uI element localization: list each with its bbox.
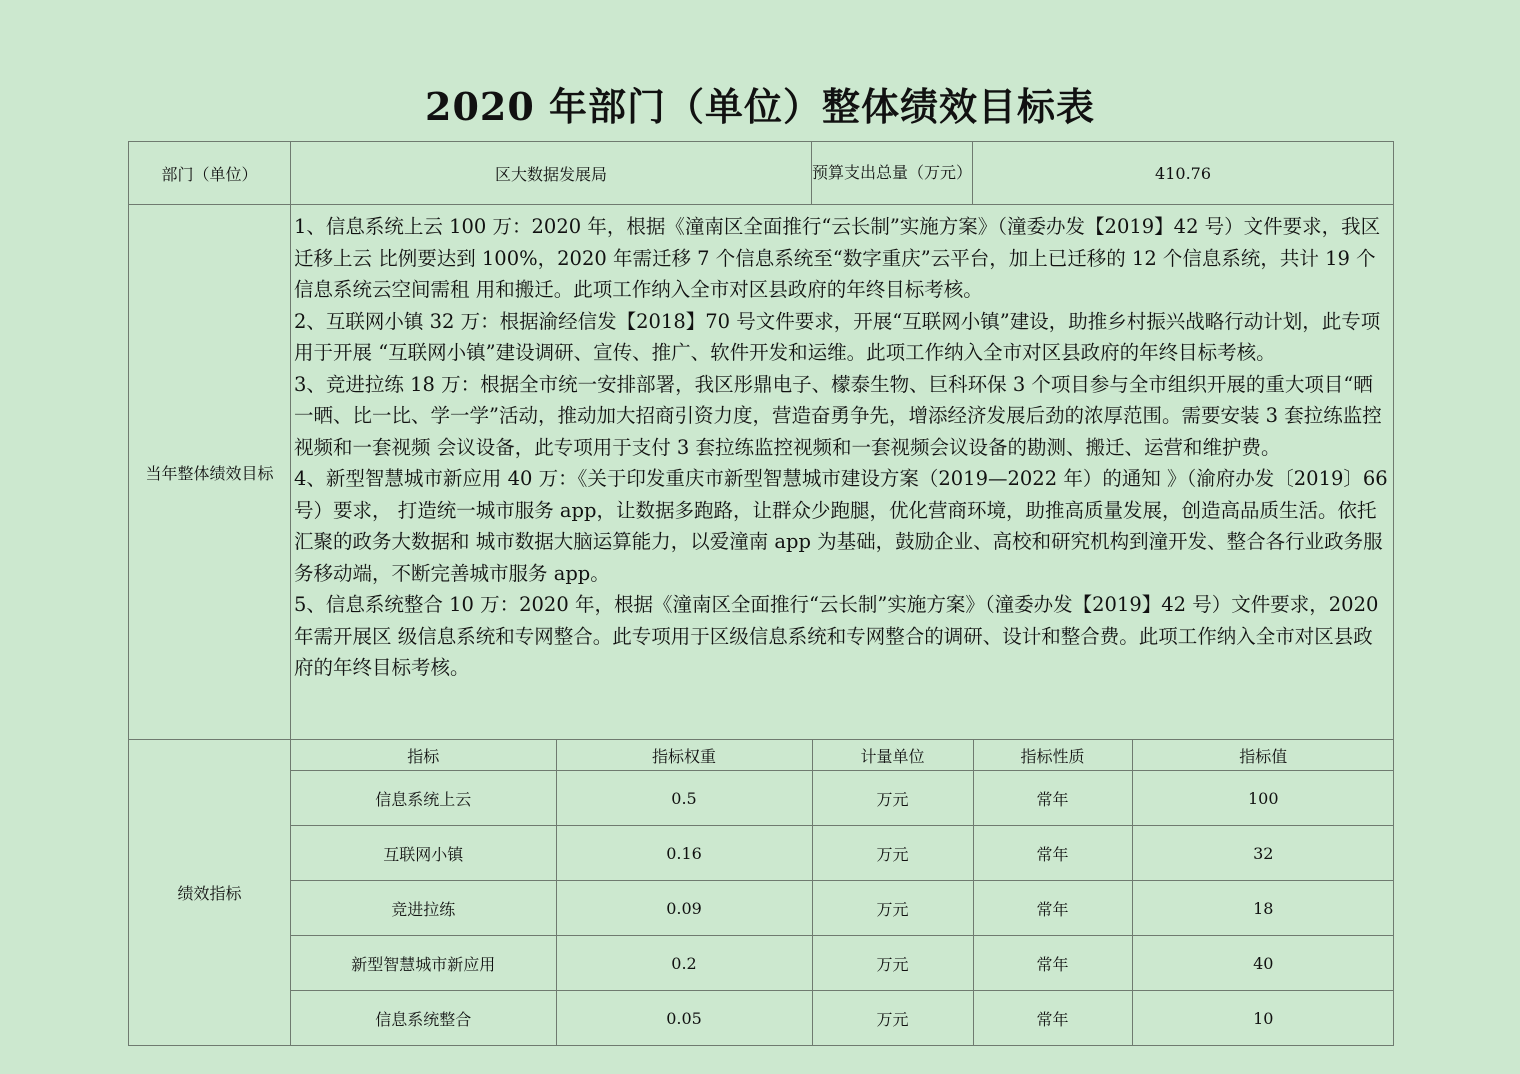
indicator-nature: 常年 (973, 881, 1132, 936)
goals-row (129, 205, 1394, 740)
header-row (129, 142, 1394, 205)
column-header: 指标权重 (556, 740, 812, 771)
indicator-name: 竞进拉练 (291, 881, 556, 936)
indicator-value: 18 (1132, 881, 1394, 936)
budget-value: 410.76 (973, 142, 1394, 205)
indicator-unit: 万元 (812, 826, 973, 881)
indicator-nature: 常年 (973, 936, 1132, 991)
indicator-weight: 0.5 (556, 771, 812, 826)
column-header: 指标 (291, 740, 556, 771)
indicator-weight: 0.05 (556, 991, 812, 1046)
table-row (291, 771, 1394, 826)
goal-item: 5、信息系统整合 10 万：2020 年，根据《潼南区全面推行“云长制”实施方案》（潼委办发【2019】42 号）文件要求，2020 年需开展区 级信息系统和专网整合。此专项用于区级信息系统和专网整合的调研、设计和整合费。此项工作纳入全市对区县政府的年终目标考核。 (294, 593, 1379, 679)
indicators-row (129, 740, 1394, 1046)
indicator-weight: 0.16 (556, 826, 812, 881)
indicator-name: 新型智慧城市新应用 (291, 936, 556, 991)
table-row (291, 826, 1394, 881)
indicator-weight: 0.2 (556, 936, 812, 991)
table-row (291, 881, 1394, 936)
performance-table (128, 141, 1394, 1046)
dept-value: 区大数据发展局 (291, 142, 812, 205)
table-row (291, 991, 1394, 1046)
goals-text (291, 205, 1394, 740)
page-title: 2020 年部门（单位）整体绩效目标表 (425, 84, 1095, 129)
goals-label: 当年整体绩效目标 (129, 205, 291, 740)
indicator-weight: 0.09 (556, 881, 812, 936)
indicators-header-row (291, 740, 1394, 771)
column-header: 计量单位 (812, 740, 973, 771)
indicator-name: 信息系统上云 (291, 771, 556, 826)
goal-item: 4、新型智慧城市新应用 40 万：《关于印发重庆市新型智慧城市建设方案（2019—2022 年）的通知 》（渝府办发〔2019〕66 号）要求， 打造统一城市服务 app，让数据多跑路，让群众少跑腿，优化营商环境，助推高质量发展，创造高品质生活。依托汇聚的政务大数据和 城市数据大脑运算能力，以爱潼南 app 为基础，鼓励企业、高校和研究机构到潼开发、整合各行业政务服务移动端，不断完善城市服务 app。 (294, 467, 1388, 585)
indicator-value: 100 (1132, 771, 1394, 826)
budget-label: 预算支出总量（万元） (812, 142, 973, 205)
indicator-value: 40 (1132, 936, 1394, 991)
indicator-value: 10 (1132, 991, 1394, 1046)
indicator-nature: 常年 (973, 991, 1132, 1046)
indicator-nature: 常年 (973, 771, 1132, 826)
indicator-name: 信息系统整合 (291, 991, 556, 1046)
goal-item: 3、竞进拉练 18 万：根据全市统一安排部署，我区彤鼎电子、檬泰生物、巨科环保 3 个项目参与全市组织开展的重大项目“晒一晒、比一比、学一学”活动，推动加大招商引资力度，营造奋勇争先，增添经济发展后劲的浓厚范围。需要安装 3 套拉练监控视频和一套视频 会议设备，此专项用于支付 3 套拉练监控视频和一套视频会议设备的勘测、搬迁、运营和维护费。 (294, 372, 1382, 459)
dept-label: 部门（单位） (129, 142, 291, 205)
indicator-nature: 常年 (973, 826, 1132, 881)
column-header: 指标性质 (973, 740, 1132, 771)
column-header: 指标值 (1132, 740, 1394, 771)
goal-item: 1、信息系统上云 100 万：2020 年，根据《潼南区全面推行“云长制”实施方案》（潼委办发【2019】42 号）文件要求，我区迁移上云 比例要达到 100%，2020 年需迁移 7 个信息系统至“数字重庆”云平台，加上已迁移的 12 个信息系统，共计 19 个信息系统云空间需租 用和搬迁。此项工作纳入全市对区县政府的年终目标考核。 (294, 215, 1381, 301)
indicators-table (291, 740, 1394, 1045)
table-row (291, 936, 1394, 991)
indicator-unit: 万元 (812, 936, 973, 991)
indicator-unit: 万元 (812, 771, 973, 826)
indicator-unit: 万元 (812, 991, 973, 1046)
indicators-cell (291, 740, 1394, 1046)
indicator-name: 互联网小镇 (291, 826, 556, 881)
indicators-label: 绩效指标 (129, 740, 291, 1046)
indicator-unit: 万元 (812, 881, 973, 936)
indicator-value: 32 (1132, 826, 1394, 881)
goal-item: 2、互联网小镇 32 万：根据渝经信发【2018】70 号文件要求，开展“互联网小镇”建设，助推乡村振兴战略行动计划，此专项用于开展 “互联网小镇”建设调研、宣传、推广、软件开发和运维。此项工作纳入全市对区县政府的年终目标考核。 (294, 309, 1381, 364)
